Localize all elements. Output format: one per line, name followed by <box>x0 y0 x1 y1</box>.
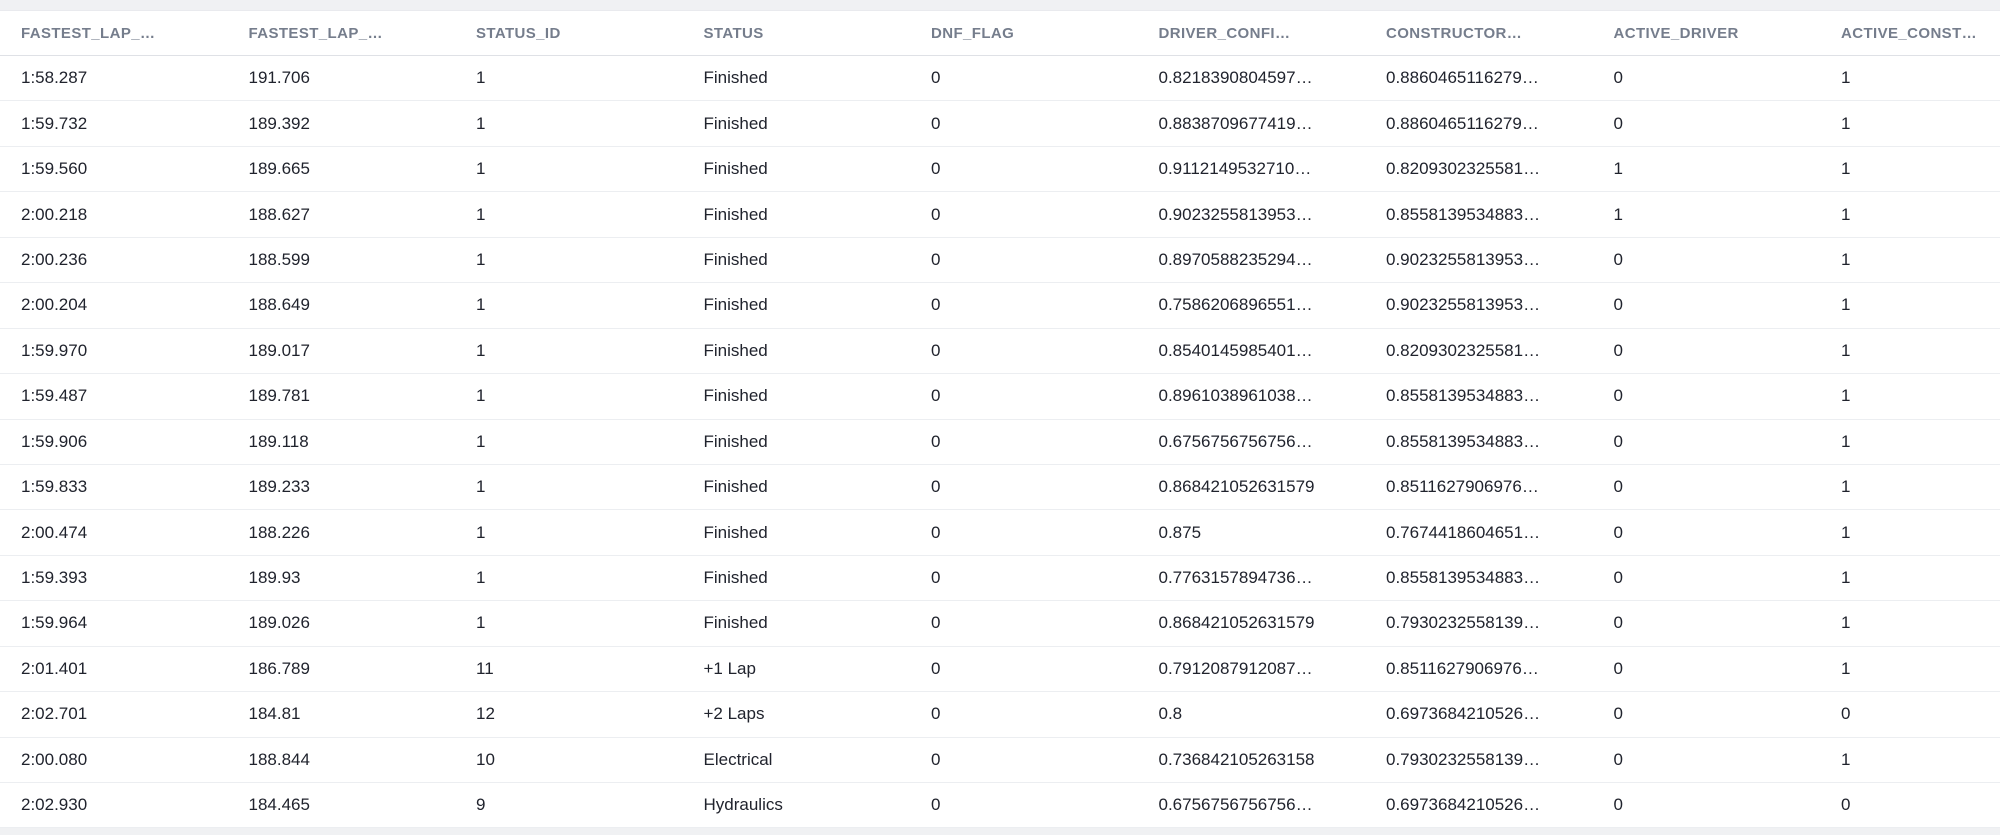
table-cell[interactable]: 2:00.204 <box>21 295 88 315</box>
table-cell[interactable]: 0.7930232558139… <box>1386 613 1541 633</box>
table-cell[interactable]: Finished <box>703 295 768 315</box>
table-cell[interactable]: 0 <box>1613 249 1623 269</box>
table-cell[interactable]: 1 <box>476 522 486 542</box>
table-cell[interactable]: 0 <box>931 159 941 179</box>
table-cell[interactable]: 189.026 <box>248 613 310 633</box>
table-cell[interactable]: Finished <box>703 477 768 497</box>
table-cell[interactable]: Finished <box>703 340 768 360</box>
table-cell[interactable]: 0 <box>1613 704 1623 724</box>
table-cell[interactable]: 0 <box>1613 522 1623 542</box>
table-row <box>0 510 2000 555</box>
table-row <box>0 192 2000 237</box>
table-cell[interactable]: 188.599 <box>248 249 310 269</box>
table-cell[interactable]: 0 <box>931 613 941 633</box>
table-cell[interactable]: 0.8209302325581… <box>1386 340 1541 360</box>
table-cell[interactable]: 0.9023255813953… <box>1386 249 1541 269</box>
table-cell[interactable]: 188.627 <box>248 204 310 224</box>
table-cell[interactable]: 0.6973684210526… <box>1386 704 1541 724</box>
table-cell[interactable]: 184.81 <box>248 704 301 724</box>
table-cell[interactable]: 0 <box>931 749 941 769</box>
table-cell[interactable]: 0 <box>931 658 941 678</box>
table-cell[interactable]: 189.93 <box>248 568 301 588</box>
table-cell[interactable]: 0 <box>1613 113 1623 133</box>
table-row <box>0 465 2000 510</box>
column-header[interactable]: ACTIVE_DRIVER <box>1613 24 1739 42</box>
table-cell[interactable]: 0.6756756756756… <box>1158 795 1313 815</box>
table-cell[interactable]: 189.233 <box>248 477 310 497</box>
table-cell[interactable]: 0.8860465116279… <box>1386 113 1539 133</box>
column-header[interactable]: CONSTRUCTOR… <box>1386 24 1523 42</box>
table-cell[interactable]: 1 <box>1841 749 1851 769</box>
table-cell[interactable]: 0 <box>931 295 941 315</box>
table-row <box>0 601 2000 646</box>
table-cell[interactable]: 0 <box>931 249 941 269</box>
table-cell[interactable]: 0 <box>1613 749 1623 769</box>
table-cell[interactable]: 2:00.218 <box>21 204 88 224</box>
table-cell[interactable]: Finished <box>703 113 768 133</box>
table-cell[interactable]: 0.8511627906976… <box>1386 658 1539 678</box>
table-cell[interactable]: 2:02.701 <box>21 704 88 724</box>
column-header[interactable]: FASTEST_LAP_… <box>21 24 156 42</box>
table-row <box>0 783 2000 828</box>
table-row <box>0 647 2000 692</box>
table-cell[interactable]: Finished <box>703 249 768 269</box>
table-cell[interactable]: 0.7586206896551… <box>1158 295 1313 315</box>
table-cell[interactable]: 191.706 <box>248 68 310 88</box>
table-cell[interactable]: 0.6756756756756… <box>1158 431 1313 451</box>
table-cell[interactable]: 1:59.906 <box>21 431 88 451</box>
table-cell[interactable]: 1:59.393 <box>21 568 88 588</box>
table-cell[interactable]: 1 <box>1841 295 1851 315</box>
table-cell[interactable]: 0 <box>931 340 941 360</box>
table-cell[interactable]: 1 <box>476 340 486 360</box>
table-cell[interactable]: 0.8558139534883… <box>1386 204 1541 224</box>
table-cell[interactable]: +2 Laps <box>703 704 765 724</box>
table-cell[interactable]: 188.844 <box>248 749 310 769</box>
table-cell[interactable]: 1 <box>1841 477 1851 497</box>
table-cell[interactable]: 0.8838709677419… <box>1158 113 1313 133</box>
table-cell[interactable]: 0 <box>931 795 941 815</box>
table-cell[interactable]: 0.8970588235294… <box>1158 249 1313 269</box>
table-cell[interactable]: 1:59.487 <box>21 386 88 406</box>
table-cell[interactable]: 0 <box>1613 431 1623 451</box>
table-cell[interactable]: 0.8558139534883… <box>1386 568 1541 588</box>
table-cell[interactable]: 0 <box>931 431 941 451</box>
table-cell[interactable]: 1 <box>476 477 486 497</box>
table-cell[interactable]: 189.017 <box>248 340 310 360</box>
table-cell[interactable]: 1 <box>476 204 486 224</box>
table-cell[interactable]: Finished <box>703 68 768 88</box>
table-cell[interactable]: 0.8540145985401… <box>1158 340 1313 360</box>
table-cell[interactable]: 0.736842105263158 <box>1158 749 1315 769</box>
table-cell[interactable]: 0.7674418604651… <box>1386 522 1541 542</box>
table-row <box>0 374 2000 419</box>
table-cell[interactable]: 0 <box>1613 568 1623 588</box>
table-cell[interactable]: 1 <box>476 295 486 315</box>
column-header[interactable]: DRIVER_CONFI… <box>1158 24 1291 42</box>
table-cell[interactable]: 0.6973684210526… <box>1386 795 1541 815</box>
table-cell[interactable]: 0.9112149532710… <box>1158 159 1312 179</box>
table-cell[interactable]: 0 <box>1613 477 1623 497</box>
column-header[interactable]: ACTIVE_CONST… <box>1841 24 1978 42</box>
table-cell[interactable]: 188.226 <box>248 522 310 542</box>
table-cell[interactable]: 0.7763157894736… <box>1158 568 1313 588</box>
table-cell[interactable]: 0.868421052631579 <box>1158 613 1315 633</box>
table-cell[interactable]: Finished <box>703 613 768 633</box>
table-cell[interactable]: 2:01.401 <box>21 658 88 678</box>
table-cell[interactable]: 1 <box>1841 340 1851 360</box>
dataframe-grid[interactable] <box>0 10 2000 828</box>
table-cell[interactable]: 1:59.970 <box>21 340 88 360</box>
table-cell[interactable]: 9 <box>476 795 486 815</box>
table-cell[interactable]: 0.8218390804597… <box>1158 68 1313 88</box>
table-cell[interactable]: 184.465 <box>248 795 310 815</box>
column-header-row <box>0 10 2000 56</box>
table-cell[interactable]: Finished <box>703 386 768 406</box>
table-cell[interactable]: Finished <box>703 522 768 542</box>
table-cell[interactable]: 0.8511627906976… <box>1386 477 1539 497</box>
column-header[interactable]: STATUS_ID <box>476 24 561 42</box>
table-cell[interactable]: 1:58.287 <box>21 68 88 88</box>
table-cell[interactable]: Hydraulics <box>703 795 783 815</box>
table-cell[interactable]: 0 <box>931 568 941 588</box>
table-cell[interactable]: 12 <box>476 704 495 724</box>
table-row <box>0 238 2000 283</box>
table-cell[interactable]: 11 <box>476 658 494 678</box>
table-row <box>0 329 2000 374</box>
table-cell[interactable]: 1 <box>476 68 486 88</box>
table-cell[interactable]: 1:59.560 <box>21 159 88 179</box>
table-cell[interactable]: 0 <box>1613 795 1623 815</box>
table-cell[interactable]: 189.781 <box>248 386 310 406</box>
table-cell[interactable]: 0.8209302325581… <box>1386 159 1541 179</box>
table-cell[interactable]: Finished <box>703 204 768 224</box>
table-cell[interactable]: 1 <box>476 613 486 633</box>
table-cell[interactable]: 1 <box>1841 522 1851 542</box>
table-row <box>0 101 2000 146</box>
table-cell[interactable]: 2:02.930 <box>21 795 88 815</box>
table-cell[interactable]: 188.649 <box>248 295 310 315</box>
table-cell[interactable]: 189.392 <box>248 113 310 133</box>
table-cell[interactable]: 0.8558139534883… <box>1386 386 1541 406</box>
table-cell[interactable]: 1 <box>1841 68 1851 88</box>
table-cell[interactable]: 0 <box>1613 386 1623 406</box>
table-row <box>0 738 2000 783</box>
table-cell[interactable]: 1 <box>1841 568 1851 588</box>
table-cell[interactable]: 0.8 <box>1158 704 1183 724</box>
table-cell[interactable]: 0 <box>931 522 941 542</box>
table-cell[interactable]: 1 <box>1841 658 1851 678</box>
table-cell[interactable]: 1:59.964 <box>21 613 88 633</box>
table-cell[interactable]: 1 <box>1841 431 1851 451</box>
table-cell[interactable]: 1 <box>476 431 486 451</box>
table-cell[interactable]: 0 <box>931 386 941 406</box>
table-cell[interactable]: 0 <box>931 68 941 88</box>
column-header[interactable]: DNF_FLAG <box>931 24 1015 42</box>
table-cell[interactable]: 1 <box>1841 249 1851 269</box>
grid-body <box>0 56 2000 828</box>
table-cell[interactable]: 0.9023255813953… <box>1386 295 1541 315</box>
table-cell[interactable]: 10 <box>476 749 495 769</box>
table-cell[interactable]: 189.118 <box>248 431 309 451</box>
table-cell[interactable]: 1 <box>1841 204 1851 224</box>
table-row <box>0 56 2000 101</box>
table-row <box>0 147 2000 192</box>
table-cell[interactable]: 2:00.474 <box>21 522 88 542</box>
table-cell[interactable]: 0 <box>1613 658 1623 678</box>
table-cell[interactable]: 1 <box>1613 204 1623 224</box>
table-row <box>0 692 2000 737</box>
table-row <box>0 556 2000 601</box>
table-cell[interactable]: 0.8860465116279… <box>1386 68 1539 88</box>
table-cell[interactable]: 1 <box>476 159 486 179</box>
table-cell[interactable]: 1 <box>1841 613 1851 633</box>
table-cell[interactable]: 1 <box>476 113 486 133</box>
column-header[interactable]: STATUS <box>703 24 764 42</box>
table-cell[interactable]: Finished <box>703 159 768 179</box>
table-cell[interactable]: 1 <box>1841 386 1851 406</box>
table-cell[interactable]: 1 <box>476 568 486 588</box>
table-cell[interactable]: 0 <box>1613 295 1623 315</box>
table-cell[interactable]: 0 <box>931 477 941 497</box>
table-cell[interactable]: 0.9023255813953… <box>1158 204 1313 224</box>
table-cell[interactable]: 2:00.080 <box>21 749 88 769</box>
table-cell[interactable]: 0 <box>931 113 941 133</box>
table-cell[interactable]: +1 Lap <box>703 658 756 678</box>
table-cell[interactable]: 0 <box>1613 68 1623 88</box>
table-cell[interactable]: 1:59.833 <box>21 477 88 497</box>
table-row <box>0 283 2000 328</box>
table-cell[interactable]: 0 <box>1613 613 1623 633</box>
table-cell[interactable]: 1 <box>1841 113 1851 133</box>
table-cell[interactable]: 0 <box>931 204 941 224</box>
table-cell[interactable]: 0.8961038961038… <box>1158 386 1313 406</box>
table-cell[interactable]: 0.8558139534883… <box>1386 431 1541 451</box>
table-cell[interactable]: 189.665 <box>248 159 310 179</box>
table-cell[interactable]: 0.7912087912087… <box>1158 658 1313 678</box>
table-cell[interactable]: 0 <box>1841 795 1851 815</box>
table-cell[interactable]: Finished <box>703 431 768 451</box>
table-cell[interactable]: 186.789 <box>248 658 310 678</box>
table-cell[interactable]: 1 <box>476 249 486 269</box>
table-cell[interactable]: 1 <box>1841 159 1851 179</box>
table-cell[interactable]: 0 <box>1841 704 1851 724</box>
table-cell[interactable]: 0.7930232558139… <box>1386 749 1541 769</box>
table-cell[interactable]: 1:59.732 <box>21 113 88 133</box>
table-cell[interactable]: Electrical <box>703 749 773 769</box>
table-cell[interactable]: 1 <box>476 386 486 406</box>
table-cell[interactable]: 0 <box>1613 340 1623 360</box>
table-cell[interactable]: 0 <box>931 704 941 724</box>
table-cell[interactable]: Finished <box>703 568 768 588</box>
column-header[interactable]: FASTEST_LAP_… <box>248 24 383 42</box>
table-cell[interactable]: 0.875 <box>1158 522 1202 542</box>
table-cell[interactable]: 2:00.236 <box>21 249 88 269</box>
table-row <box>0 420 2000 465</box>
table-cell[interactable]: 1 <box>1613 159 1623 179</box>
table-cell[interactable]: 0.868421052631579 <box>1158 477 1315 497</box>
